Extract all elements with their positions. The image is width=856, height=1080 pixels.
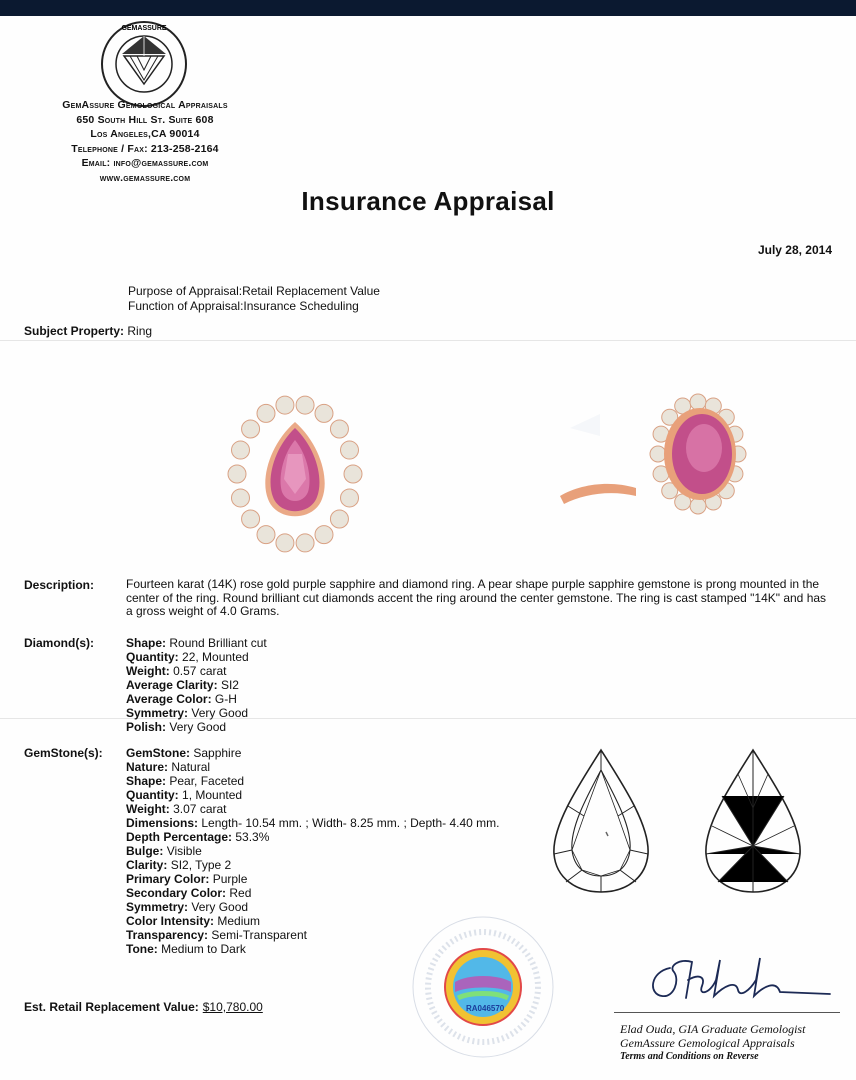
field-key: Weight: bbox=[126, 664, 170, 678]
signer-name: Elad Ouda, GIA Graduate Gemologist bbox=[620, 1022, 806, 1036]
field-key: Quantity: bbox=[126, 650, 179, 664]
field-value: Semi-Transparent bbox=[211, 928, 307, 942]
estimate-label: Est. Retail Replacement Value: bbox=[24, 1000, 199, 1014]
diamond-field bbox=[126, 678, 267, 692]
halo-diamond bbox=[257, 526, 275, 544]
halo-diamond bbox=[276, 396, 294, 414]
estimated-value bbox=[24, 1000, 263, 1014]
field-key: Secondary Color: bbox=[126, 886, 227, 900]
diamond-field bbox=[126, 692, 267, 706]
description-label: Description: bbox=[24, 578, 95, 592]
field-key: Quantity: bbox=[126, 788, 179, 802]
pear-pavilion-diagram bbox=[700, 746, 806, 896]
halo-diamond bbox=[257, 404, 275, 422]
gemstone-field bbox=[126, 844, 594, 858]
gemstone-label: GemStone(s): bbox=[24, 746, 103, 760]
diamond-field bbox=[126, 720, 267, 734]
field-value: 0.57 carat bbox=[173, 664, 227, 678]
gemstone-field bbox=[126, 816, 594, 830]
phone: Telephone / Fax: 213-258-2164 bbox=[71, 142, 219, 155]
halo-diamond bbox=[315, 526, 333, 544]
gemstone-field bbox=[126, 886, 594, 900]
field-value: SI2, Type 2 bbox=[170, 858, 232, 872]
gemstone-field bbox=[126, 802, 594, 816]
halo-diamond bbox=[296, 534, 314, 552]
signer-company: GemAssure Gemological Appraisals bbox=[620, 1036, 795, 1050]
field-key: Color Intensity: bbox=[126, 914, 215, 928]
address-line-2: Los Angeles,CA 90014 bbox=[90, 128, 200, 140]
halo-diamond bbox=[690, 394, 706, 410]
field-key: Shape: bbox=[126, 774, 167, 788]
gemstone-field bbox=[126, 788, 594, 802]
halo-diamond bbox=[341, 441, 359, 459]
field-key: Bulge: bbox=[126, 844, 164, 858]
halo-diamond bbox=[231, 489, 249, 507]
field-value: Very Good bbox=[169, 720, 227, 734]
appraisal-date: July 28, 2014 bbox=[757, 243, 832, 257]
field-key: Symmetry: bbox=[126, 706, 189, 720]
field-key: Average Color: bbox=[126, 692, 212, 706]
halo-diamond bbox=[242, 420, 260, 438]
description-text: Fourteen karat (14K) rose gold purple sapphire and diamond ring. A pear shape purple sapphire gemstone is prong mounted in the center of the ring. Round brilliant cut diamonds accent the ring around the center gemstone. The ring is cast stamped "14K" and has a gross weight of 4.0 Grams. bbox=[126, 577, 827, 618]
hologram-seal-icon bbox=[408, 912, 558, 1062]
field-key: Symmetry: bbox=[126, 900, 189, 914]
website: www.gemassure.com bbox=[99, 171, 191, 184]
field-value: 3.07 carat bbox=[173, 802, 227, 816]
diamond-field bbox=[126, 664, 267, 678]
gemassure-logo-icon bbox=[100, 20, 188, 108]
signer-block bbox=[620, 1022, 805, 1064]
halo-diamond bbox=[231, 441, 249, 459]
pear-crown-diagram bbox=[548, 746, 654, 896]
letterhead bbox=[0, 98, 290, 185]
estimate-value: $10,780.00 bbox=[202, 1000, 263, 1014]
halo-diamond bbox=[315, 404, 333, 422]
gemstone-field bbox=[126, 760, 594, 774]
diamond-field bbox=[126, 650, 267, 664]
diamond-details bbox=[126, 636, 267, 734]
subject-label: Subject Property: bbox=[24, 324, 125, 338]
diamond-field bbox=[126, 636, 267, 650]
field-key: Tone: bbox=[126, 942, 158, 956]
field-key: Polish: bbox=[126, 720, 167, 734]
field-value: 22, Mounted bbox=[182, 650, 249, 664]
terms-note: Terms and Conditions on Reverse bbox=[620, 1051, 759, 1062]
subject-property bbox=[24, 324, 152, 338]
field-key: Average Clarity: bbox=[126, 678, 218, 692]
seal-serial: RA046570 bbox=[466, 1004, 505, 1013]
halo-diamond bbox=[330, 420, 348, 438]
svg-text:GEMASSURE: GEMASSURE bbox=[121, 25, 167, 32]
company-name: GemAssure Gemological Appraisals bbox=[62, 99, 228, 111]
halo-diamond bbox=[330, 510, 348, 528]
halo-diamond bbox=[242, 510, 260, 528]
gemstone-field bbox=[126, 872, 594, 886]
field-key: GemStone: bbox=[126, 746, 191, 760]
field-value: SI2 bbox=[220, 678, 239, 692]
field-value: Natural bbox=[171, 760, 211, 774]
field-value: Red bbox=[229, 886, 252, 900]
gemstone-field bbox=[126, 858, 594, 872]
diamonds-label: Diamond(s): bbox=[24, 636, 94, 650]
field-value: Visible bbox=[166, 844, 202, 858]
field-key: Transparency: bbox=[126, 928, 209, 942]
handwritten-signature bbox=[640, 950, 840, 1010]
field-key: Weight: bbox=[126, 802, 170, 816]
field-value: 53.3% bbox=[235, 830, 270, 844]
field-value: Sapphire bbox=[193, 746, 242, 760]
field-value: Very Good bbox=[191, 706, 249, 720]
signature-line bbox=[614, 1012, 840, 1013]
field-key: Dimensions: bbox=[126, 816, 199, 830]
field-value: Medium bbox=[217, 914, 261, 928]
function-text: Function of Appraisal:Insurance Scheduling bbox=[128, 299, 359, 313]
field-value: Purple bbox=[212, 872, 248, 886]
gemstone-field bbox=[126, 830, 594, 844]
fold-line bbox=[0, 340, 856, 341]
page-title: Insurance Appraisal bbox=[301, 186, 555, 216]
halo-diamond bbox=[228, 465, 246, 483]
subject-value: Ring bbox=[127, 324, 153, 338]
halo-diamond bbox=[690, 498, 706, 514]
email: Email: info@gemassure.com bbox=[81, 157, 209, 169]
halo-diamond bbox=[344, 465, 362, 483]
field-key: Shape: bbox=[126, 636, 167, 650]
halo-diamond bbox=[276, 534, 294, 552]
purpose-text: Purpose of Appraisal:Retail Replacement Value bbox=[128, 284, 380, 298]
gemstone-field bbox=[126, 774, 594, 788]
address-line-1: 650 South Hill St. Suite 608 bbox=[76, 113, 214, 126]
ring-side-photo bbox=[540, 384, 750, 554]
gemstone-field bbox=[126, 746, 594, 760]
scan-top-edge bbox=[0, 0, 856, 16]
field-key: Depth Percentage: bbox=[126, 830, 233, 844]
halo-diamond bbox=[296, 396, 314, 414]
field-value: Length- 10.54 mm. ; Width- 8.25 mm. ; Depth- 4.40 mm. bbox=[201, 816, 500, 830]
field-key: Clarity: bbox=[126, 858, 168, 872]
halo-diamond bbox=[650, 446, 666, 462]
halo-diamond bbox=[341, 489, 359, 507]
field-value: 1, Mounted bbox=[182, 788, 243, 802]
field-key: Nature: bbox=[126, 760, 169, 774]
ring-front-photo bbox=[210, 384, 380, 554]
field-value: Pear, Faceted bbox=[169, 774, 245, 788]
field-value: Medium to Dark bbox=[161, 942, 246, 956]
field-value: Round Brilliant cut bbox=[169, 636, 267, 650]
field-key: Primary Color: bbox=[126, 872, 210, 886]
purpose-block bbox=[128, 284, 380, 314]
field-value: Very Good bbox=[191, 900, 249, 914]
diamond-field bbox=[126, 706, 267, 720]
field-value: G-H bbox=[214, 692, 237, 706]
